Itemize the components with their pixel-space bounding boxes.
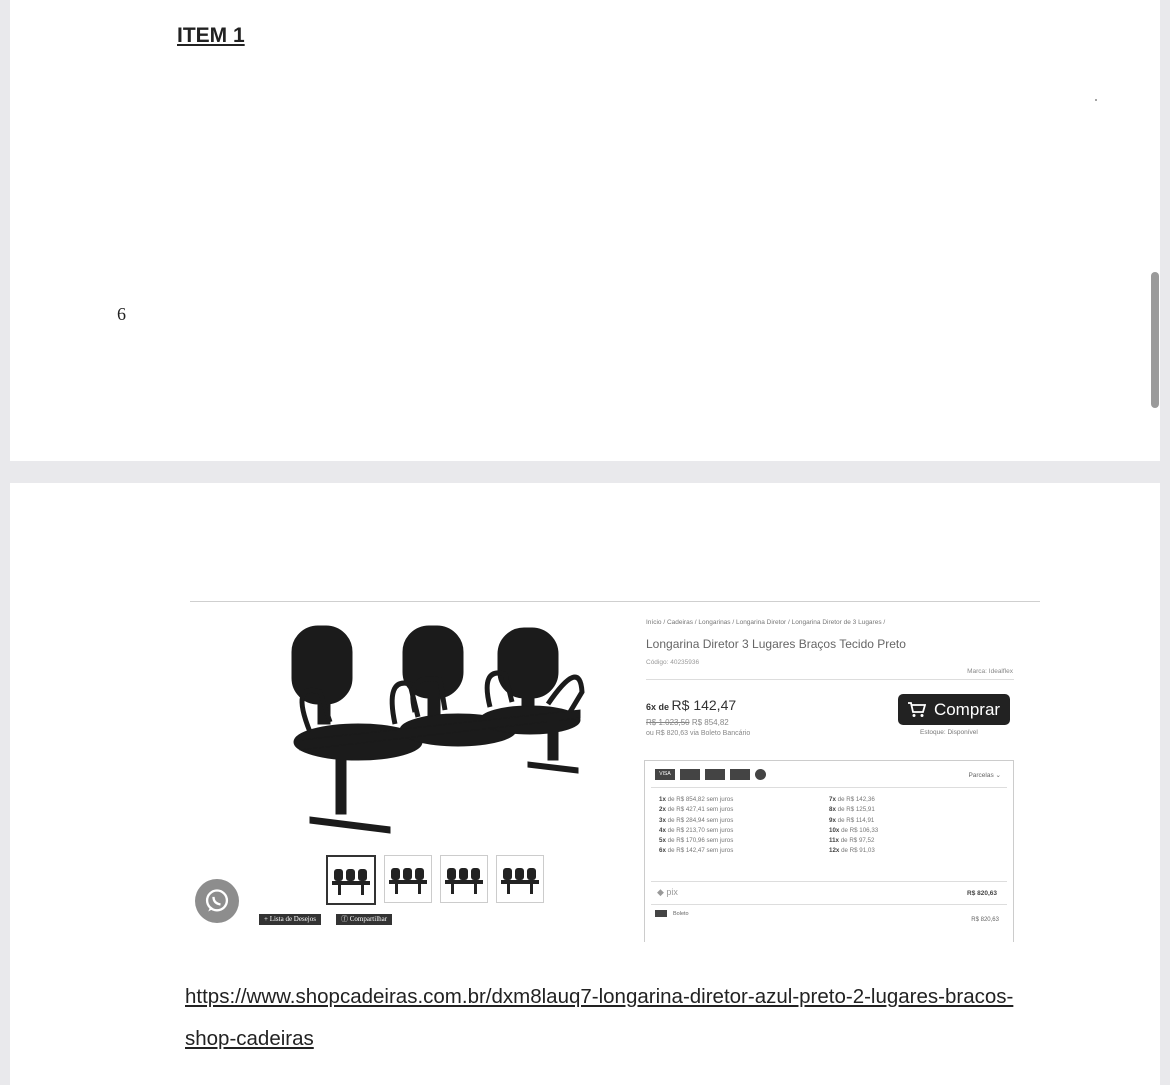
parcelas-label: Parcelas bbox=[968, 772, 994, 779]
installment-row: 2x de R$ 427,41 sem juros bbox=[659, 806, 734, 814]
item-heading: ITEM 1 bbox=[177, 24, 245, 47]
boleto-price: ou R$ 820,63 via Boleto Bancário bbox=[646, 730, 751, 737]
page-number: 6 bbox=[117, 304, 126, 324]
visa-icon: VISA bbox=[655, 769, 675, 780]
divider bbox=[646, 679, 1014, 680]
installment-row: 4x de R$ 213,70 sem juros bbox=[659, 826, 734, 834]
share-button[interactable]: ⓕ Compartilhar bbox=[336, 914, 392, 925]
source-url-link[interactable]: https://www.shopcadeiras.com.br/dxm8lauq7-longarina-diretor-azul-preto-2-lugares-bracos-shop-cadeiras bbox=[185, 985, 1014, 1050]
card-icon bbox=[730, 769, 750, 780]
current-price: R$ 854,82 bbox=[691, 718, 729, 727]
installment-row: 8x de R$ 125,91 bbox=[829, 806, 875, 814]
cart-icon bbox=[908, 702, 926, 718]
whatsapp-button[interactable] bbox=[195, 879, 239, 923]
installment-value: R$ 142,47 bbox=[671, 697, 737, 713]
pix-logo: ◆ pix bbox=[657, 887, 678, 897]
price-line bbox=[646, 718, 729, 727]
stock-status: Estoque: Disponível bbox=[920, 729, 978, 736]
barcode-icon bbox=[655, 910, 667, 917]
installment-row: 6x de R$ 142,47 sem juros bbox=[659, 847, 734, 855]
thumbnail-1[interactable] bbox=[326, 855, 376, 905]
product-photo bbox=[280, 612, 610, 842]
installment-prefix: 6x de bbox=[646, 702, 670, 712]
product-code: Código: 40235936 bbox=[646, 659, 700, 666]
buy-button[interactable] bbox=[898, 694, 1010, 725]
document-page-1 bbox=[10, 0, 1160, 461]
installment-row: 10x de R$ 106,33 bbox=[829, 826, 879, 834]
chair-thumbnail-icon bbox=[328, 857, 374, 903]
chair-thumbnail-icon bbox=[385, 856, 431, 902]
scrollbar-thumb[interactable] bbox=[1151, 272, 1159, 408]
installment-row: 7x de R$ 142,36 bbox=[829, 796, 875, 803]
thumbnail-4[interactable] bbox=[496, 855, 544, 903]
parcelas-toggle[interactable] bbox=[968, 771, 1001, 779]
payment-options-box bbox=[644, 760, 1014, 942]
chair-thumbnail-icon bbox=[497, 856, 543, 902]
boleto-value: R$ 820,63 bbox=[971, 917, 999, 923]
chevron-down-icon: ⌄ bbox=[995, 772, 1001, 779]
breadcrumb: Início / Cadeiras / Longarinas / Longarina Diretor / Longarina Diretor de 3 Lugares / bbox=[646, 619, 886, 626]
pix-row bbox=[651, 881, 1007, 905]
boleto-row bbox=[655, 910, 689, 917]
buy-label: Comprar bbox=[933, 699, 1001, 719]
product-page-screenshot bbox=[190, 601, 1040, 942]
divider bbox=[651, 787, 1007, 788]
installments-right-column bbox=[829, 795, 878, 857]
installment-row: 12x de R$ 91,03 bbox=[829, 847, 875, 855]
thumbnail-strip bbox=[326, 855, 544, 905]
document-page-2 bbox=[10, 483, 1160, 1085]
wishlist-button[interactable]: + Lista de Desejos bbox=[259, 914, 321, 925]
installment-row: 11x de R$ 97,52 bbox=[829, 837, 875, 845]
mastercard-icon bbox=[680, 769, 700, 780]
old-price: R$ 1.023,50 bbox=[646, 718, 690, 727]
thumbnail-2[interactable] bbox=[384, 855, 432, 903]
product-title: Longarina Diretor 3 Lugares Braços Tecido Preto bbox=[646, 637, 906, 651]
pix-label: pix bbox=[666, 887, 678, 897]
boleto-label: Boleto bbox=[673, 910, 689, 917]
payment-icons bbox=[655, 769, 766, 780]
pix-value: R$ 820,63 bbox=[967, 890, 997, 897]
installment-row: 1x de R$ 854,82 sem juros bbox=[659, 796, 734, 803]
whatsapp-icon bbox=[203, 887, 231, 915]
installment-row: 3x de R$ 284,94 sem juros bbox=[659, 816, 734, 824]
installment-row: 5x de R$ 170,96 sem juros bbox=[659, 837, 734, 845]
share-label: Compartilhar bbox=[349, 915, 388, 923]
thumbnail-3[interactable] bbox=[440, 855, 488, 903]
installment-row: 9x de R$ 114,91 bbox=[829, 816, 875, 824]
installments-left-column bbox=[659, 795, 733, 857]
installment-price bbox=[646, 697, 736, 713]
amex-icon bbox=[705, 769, 725, 780]
chair-thumbnail-icon bbox=[441, 856, 487, 902]
diners-icon bbox=[755, 769, 766, 780]
scan-speck bbox=[1095, 99, 1097, 101]
brand-label: Marca: Idealflex bbox=[967, 668, 1013, 675]
